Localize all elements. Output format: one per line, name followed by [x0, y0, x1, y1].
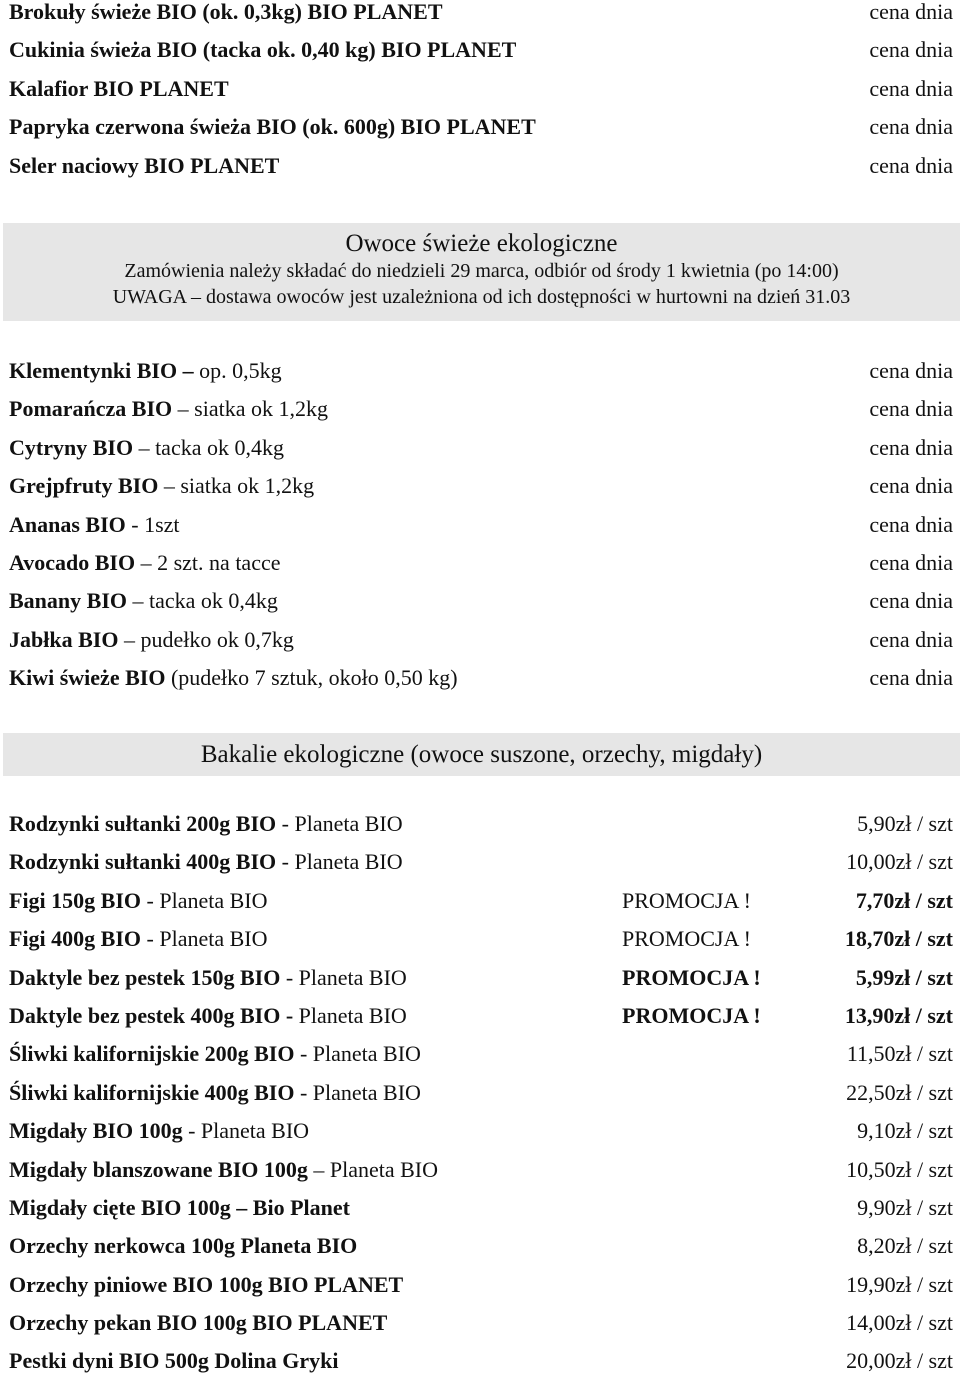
item-name: Orzechy piniowe BIO 100g BIO PLANET [9, 1271, 404, 1297]
item-price: cena dnia [869, 626, 953, 652]
item-price: cena dnia [869, 0, 953, 24]
list-item [0, 1035, 960, 1073]
list-item [0, 0, 960, 31]
item-price: cena dnia [869, 665, 953, 691]
list-item [0, 1151, 960, 1189]
item-name: Jabłka BIO [9, 626, 124, 652]
promo-label: PROMOCJA ! [622, 964, 761, 990]
item-price: cena dnia [869, 37, 953, 63]
item-name: Orzechy nerkowca 100g Planeta BIO [9, 1233, 358, 1259]
item-price: cena dnia [869, 114, 953, 140]
list-item [0, 108, 960, 146]
list-item [0, 582, 960, 620]
item-name: Migdały BIO 100g [9, 1118, 189, 1144]
section-title: Bakalie ekologiczne (owoce suszone, orzechy, migdały) [200, 741, 763, 768]
list-item [0, 997, 960, 1035]
list-item [0, 1342, 960, 1380]
promo-label: PROMOCJA ! [622, 1002, 761, 1028]
item-detail: – tacka ok 0,4kg [132, 588, 278, 614]
item-name: Figi 400g BIO [9, 926, 147, 952]
item-detail: - Planeta BIO [281, 849, 403, 875]
item-price: 14,00zł / szt [846, 1310, 953, 1336]
item-price: cena dnia [869, 75, 953, 101]
list-item [0, 882, 960, 920]
item-detail: – tacka ok 0,4kg [138, 434, 284, 460]
item-detail: - Planeta BIO [146, 887, 268, 913]
item-detail: op. 0,5kg [199, 358, 282, 383]
item-price: 10,50zł / szt [846, 1156, 953, 1182]
item-name: Migdały blanszowane BIO 100g [9, 1156, 314, 1182]
list-item [0, 805, 960, 843]
item-detail: - Planeta BIO [281, 811, 403, 836]
delivery-warning-note: UWAGA – dostawa owoców jest uzależniona od ich dostępności w hurtowni na dzień 31.03 [112, 286, 851, 308]
item-price: cena dnia [869, 473, 953, 499]
item-detail: - Planeta BIO [146, 926, 268, 952]
list-item [0, 920, 960, 958]
item-detail: – siatka ok 1,2kg [163, 473, 315, 499]
section-title: Owoce świeże ekologiczne [345, 230, 618, 257]
item-detail: - Planeta BIO [285, 964, 407, 990]
item-price: cena dnia [869, 511, 953, 537]
item-detail: – pudełko ok 0,7kg [123, 626, 294, 652]
item-name: Pestki dyni BIO 500g Dolina Gryki [9, 1348, 339, 1374]
list-item [0, 70, 960, 108]
dried-section-header [3, 733, 960, 776]
list-item [0, 544, 960, 582]
item-detail: - Planeta BIO [299, 1041, 421, 1067]
item-price: cena dnia [869, 434, 953, 460]
item-name: Cukinia świeża BIO (tacka ok. 0,40 kg) BIO PLANET [9, 37, 517, 63]
list-item [0, 147, 960, 185]
list-item [0, 506, 960, 544]
list-item [0, 621, 960, 659]
item-name: Brokuły świeże BIO (ok. 0,3kg) BIO PLANET [9, 0, 443, 24]
promo-label: PROMOCJA ! [622, 926, 751, 952]
fruits-list [0, 352, 960, 698]
item-name: Ananas BIO [9, 511, 132, 537]
list-item [0, 1074, 960, 1112]
item-price: 7,70zł / szt [855, 887, 953, 913]
item-name: Kalafior BIO PLANET [9, 75, 229, 101]
item-price: cena dnia [869, 588, 953, 614]
item-name: Śliwki kalifornijskie 200g BIO [9, 1041, 300, 1067]
item-price: 10,00zł / szt [846, 849, 953, 875]
item-name: Pomarańcza BIO [9, 396, 178, 422]
item-price: 11,50zł / szt [846, 1041, 953, 1067]
item-name: Avocado BIO [9, 549, 141, 575]
item-name: Rodzynki sułtanki 400g BIO [9, 849, 282, 875]
item-detail: - Planeta BIO [299, 1079, 421, 1105]
item-name: Rodzynki sułtanki 200g BIO [9, 811, 282, 836]
item-name: Orzechy pekan BIO 100g BIO PLANET [9, 1310, 388, 1336]
item-name: Daktyle bez pestek 400g BIO - [9, 1002, 299, 1028]
item-price: 18,70zł / szt [844, 926, 953, 952]
vegetables-list [0, 0, 960, 185]
list-item [0, 843, 960, 881]
item-price: 5,99zł / szt [855, 964, 953, 990]
item-name: Banany BIO [9, 588, 133, 614]
item-price: 9,10zł / szt [857, 1118, 953, 1144]
list-item [0, 1189, 960, 1227]
list-item [0, 1304, 960, 1342]
order-deadline-note: Zamówienia należy składać do niedzieli 29 marca, odbiór od środy 1 kwietnia (po 14:00) [124, 260, 839, 282]
list-item [0, 959, 960, 997]
list-item [0, 1266, 960, 1304]
item-name: Klementynki BIO – [9, 358, 200, 383]
list-item [0, 429, 960, 467]
item-detail: – Planeta BIO [313, 1156, 439, 1182]
item-name: Daktyle bez pestek 150g BIO [9, 964, 286, 990]
item-detail: Planeta BIO [298, 1002, 407, 1028]
item-detail: - 1szt [131, 511, 180, 537]
item-price: 5,90zł / szt [857, 811, 953, 836]
item-price: 22,50zł / szt [846, 1079, 953, 1105]
item-detail: - Planeta BIO [188, 1118, 310, 1144]
item-price: 9,90zł / szt [857, 1194, 953, 1220]
fruits-section-header [3, 223, 960, 321]
item-detail: (pudełko 7 sztuk, około 0,50 kg) [170, 665, 458, 691]
list-item [0, 1112, 960, 1150]
item-detail: – 2 szt. na tacce [140, 549, 281, 575]
item-price: 20,00zł / szt [846, 1348, 953, 1374]
list-item [0, 352, 960, 390]
list-item [0, 1227, 960, 1265]
list-item [0, 467, 960, 505]
item-name: Seler naciowy BIO PLANET [9, 152, 280, 178]
item-price: cena dnia [869, 396, 953, 422]
item-name: Grejpfruty BIO [9, 473, 164, 499]
item-name: Migdały cięte BIO 100g – Bio Planet [9, 1194, 350, 1220]
item-name: Cytryny BIO [9, 434, 139, 460]
list-item [0, 31, 960, 69]
item-name: Kiwi świeże BIO [9, 665, 171, 691]
item-price: cena dnia [869, 358, 953, 383]
promo-label: PROMOCJA ! [622, 887, 751, 913]
item-price: 19,90zł / szt [846, 1271, 953, 1297]
list-item [0, 659, 960, 697]
item-name: Papryka czerwona świeża BIO (ok. 600g) BIO PLANET [9, 114, 536, 140]
item-name: Figi 150g BIO [9, 887, 147, 913]
item-price: cena dnia [869, 152, 953, 178]
item-price: 8,20zł / szt [857, 1233, 953, 1259]
item-price: 13,90zł / szt [844, 1002, 953, 1028]
list-item [0, 390, 960, 428]
dried-list [0, 805, 960, 1381]
item-name: Śliwki kalifornijskie 400g BIO [9, 1079, 300, 1105]
item-price: cena dnia [869, 549, 953, 575]
item-detail: – siatka ok 1,2kg [177, 396, 328, 422]
